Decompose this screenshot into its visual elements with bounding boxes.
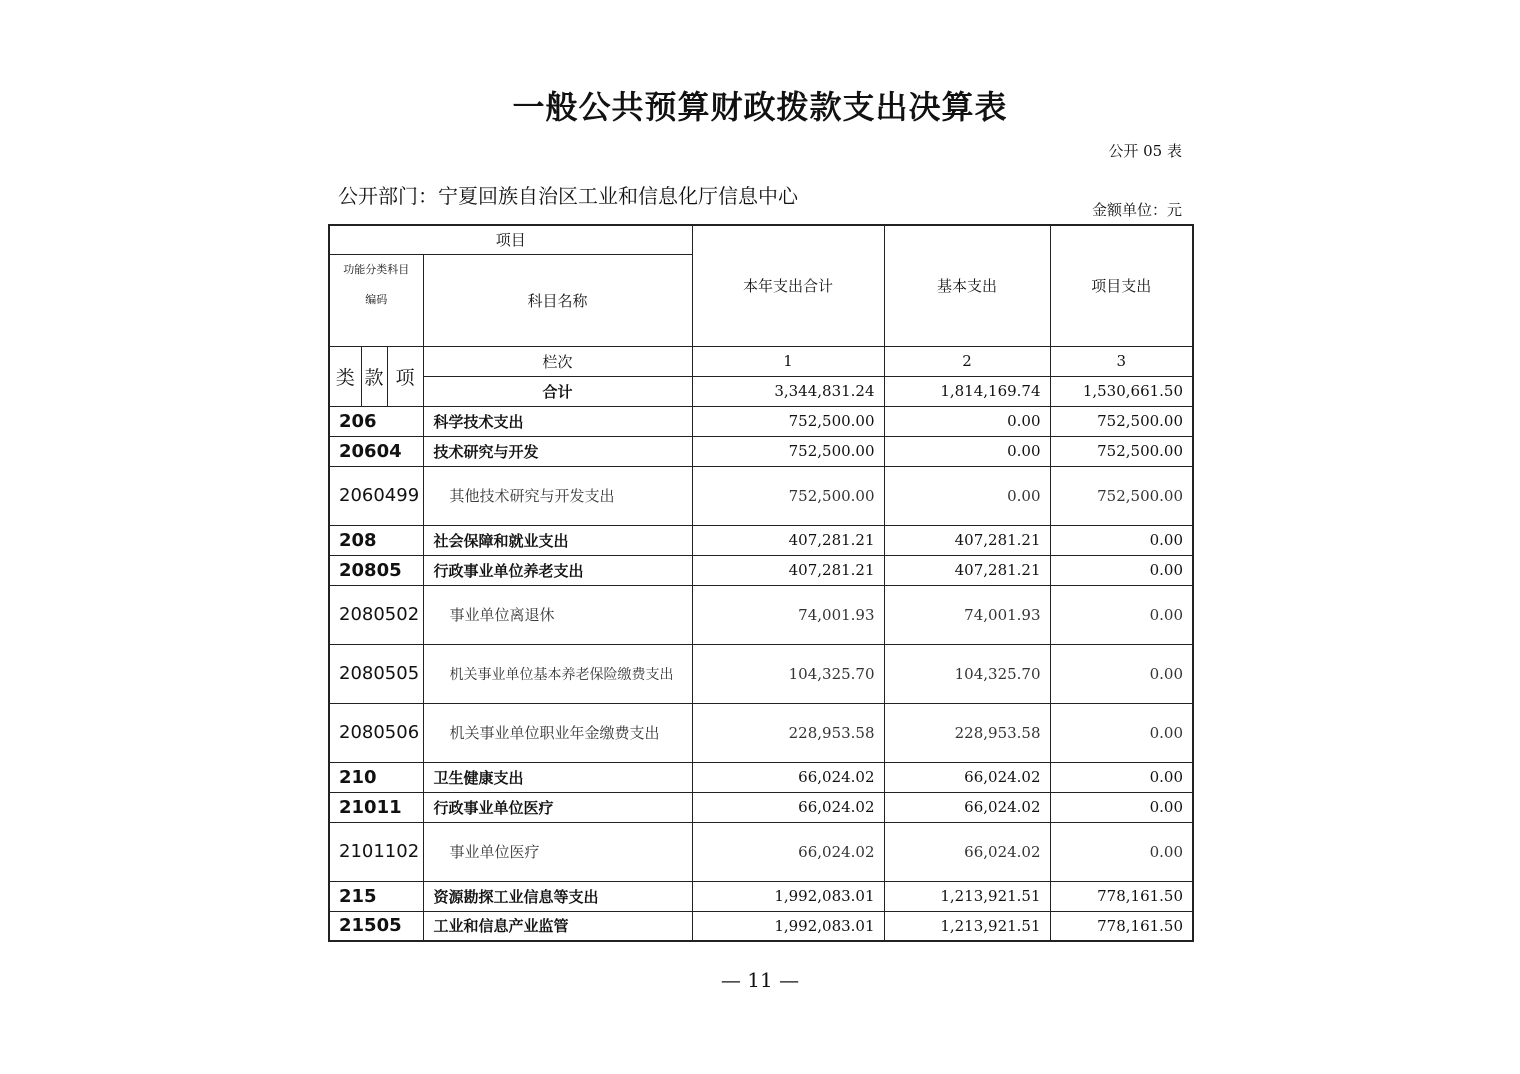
row-basic: 66,024.02: [884, 762, 1050, 792]
row-total: 752,500.00: [692, 406, 884, 436]
total-row: [329, 376, 1193, 406]
header-func-code-line2: 编码: [365, 292, 388, 306]
row-code: 2080506: [329, 703, 423, 762]
row-total: 104,325.70: [692, 644, 884, 703]
row-basic: 0.00: [884, 466, 1050, 525]
row-project: 778,161.50: [1050, 881, 1193, 911]
row-code: 2080505: [329, 644, 423, 703]
form-number: 公开 05 表: [1108, 142, 1182, 160]
row-project: 0.00: [1050, 792, 1193, 822]
row-code: 2080502: [329, 585, 423, 644]
row-basic: 104,325.70: [884, 644, 1050, 703]
header-lanci: 栏次: [423, 346, 692, 376]
row-basic: 66,024.02: [884, 822, 1050, 881]
table-row: [329, 762, 1193, 792]
row-name: 社会保障和就业支出: [423, 525, 692, 555]
row-name: 工业和信息产业监管: [423, 911, 692, 941]
header-xiang: 项: [387, 346, 423, 406]
row-name: 其他技术研究与开发支出: [423, 466, 692, 525]
row-total: 66,024.02: [692, 762, 884, 792]
row-code: 215: [329, 881, 423, 911]
row-code: 21011: [329, 792, 423, 822]
table-row: [329, 703, 1193, 762]
row-total: 66,024.02: [692, 822, 884, 881]
row-code: 208: [329, 525, 423, 555]
row-project: 752,500.00: [1050, 466, 1193, 525]
row-total: 228,953.58: [692, 703, 884, 762]
row-project: 0.00: [1050, 703, 1193, 762]
row-project: 0.00: [1050, 822, 1193, 881]
table-row: [329, 911, 1193, 941]
row-name: 卫生健康支出: [423, 762, 692, 792]
row-basic: 1,213,921.51: [884, 911, 1050, 941]
row-project: 0.00: [1050, 585, 1193, 644]
row-total: 66,024.02: [692, 792, 884, 822]
row-total: 407,281.21: [692, 525, 884, 555]
table-row: [329, 555, 1193, 585]
row-project: 0.00: [1050, 525, 1193, 555]
header-col-basic: 基本支出: [884, 225, 1050, 346]
page-title: 一般公共预算财政拨款支出决算表: [512, 88, 1008, 126]
row-code: 21505: [329, 911, 423, 941]
row-project: 0.00: [1050, 762, 1193, 792]
row-project: 0.00: [1050, 644, 1193, 703]
row-basic: 66,024.02: [884, 792, 1050, 822]
row-project: 752,500.00: [1050, 406, 1193, 436]
row-name: 行政事业单位养老支出: [423, 555, 692, 585]
department-label: 公开部门：宁夏回族自治区工业和信息化厅信息中心: [338, 184, 798, 208]
row-basic: 0.00: [884, 436, 1050, 466]
row-name: 机关事业单位职业年金缴费支出: [423, 703, 692, 762]
table-row: [329, 881, 1193, 911]
table-row: [329, 822, 1193, 881]
row-code: 206: [329, 406, 423, 436]
row-basic: 74,001.93: [884, 585, 1050, 644]
row-total: 1,992,083.01: [692, 911, 884, 941]
total-amount: 3,344,831.24: [692, 376, 884, 406]
row-code: 20805: [329, 555, 423, 585]
table-row: [329, 406, 1193, 436]
budget-table: [328, 224, 1194, 942]
header-col-project: 项目支出: [1050, 225, 1193, 346]
amount-unit: 金额单位：元: [1091, 201, 1182, 219]
row-name: 科学技术支出: [423, 406, 692, 436]
row-total: 1,992,083.01: [692, 881, 884, 911]
table-row: [329, 585, 1193, 644]
row-total: 752,500.00: [692, 436, 884, 466]
header-func-code: [329, 254, 423, 346]
row-project: 0.00: [1050, 555, 1193, 585]
row-code: 2101102: [329, 822, 423, 881]
row-basic: 228,953.58: [884, 703, 1050, 762]
row-code: 210: [329, 762, 423, 792]
table-row: [329, 525, 1193, 555]
header-col3: 3: [1050, 346, 1193, 376]
table-row: [329, 792, 1193, 822]
row-basic: 0.00: [884, 406, 1050, 436]
total-basic: 1,814,169.74: [884, 376, 1050, 406]
row-name: 机关事业单位基本养老保险缴费支出: [423, 644, 692, 703]
page-number: — 11 —: [720, 968, 800, 992]
row-code: 2060499: [329, 466, 423, 525]
row-total: 752,500.00: [692, 466, 884, 525]
header-kuan: 款: [361, 346, 387, 406]
header-func-code-line1: 功能分类科目: [343, 262, 410, 276]
row-basic: 1,213,921.51: [884, 881, 1050, 911]
table-row: [329, 466, 1193, 525]
row-project: 752,500.00: [1050, 436, 1193, 466]
header-lei: 类: [329, 346, 361, 406]
row-name: 技术研究与开发: [423, 436, 692, 466]
table-row: [329, 644, 1193, 703]
row-name: 事业单位医疗: [423, 822, 692, 881]
header-col-total: 本年支出合计: [692, 225, 884, 346]
row-project: 778,161.50: [1050, 911, 1193, 941]
row-code: 20604: [329, 436, 423, 466]
header-col1: 1: [692, 346, 884, 376]
total-project: 1,530,661.50: [1050, 376, 1193, 406]
row-total: 407,281.21: [692, 555, 884, 585]
row-name: 事业单位离退休: [423, 585, 692, 644]
row-name: 资源勘探工业信息等支出: [423, 881, 692, 911]
row-name: 行政事业单位医疗: [423, 792, 692, 822]
table-row: [329, 436, 1193, 466]
row-total: 74,001.93: [692, 585, 884, 644]
header-subject-name: 科目名称: [423, 254, 692, 346]
row-basic: 407,281.21: [884, 555, 1050, 585]
header-item: 项目: [329, 225, 692, 254]
row-basic: 407,281.21: [884, 525, 1050, 555]
total-label: 合计: [423, 376, 692, 406]
header-col2: 2: [884, 346, 1050, 376]
